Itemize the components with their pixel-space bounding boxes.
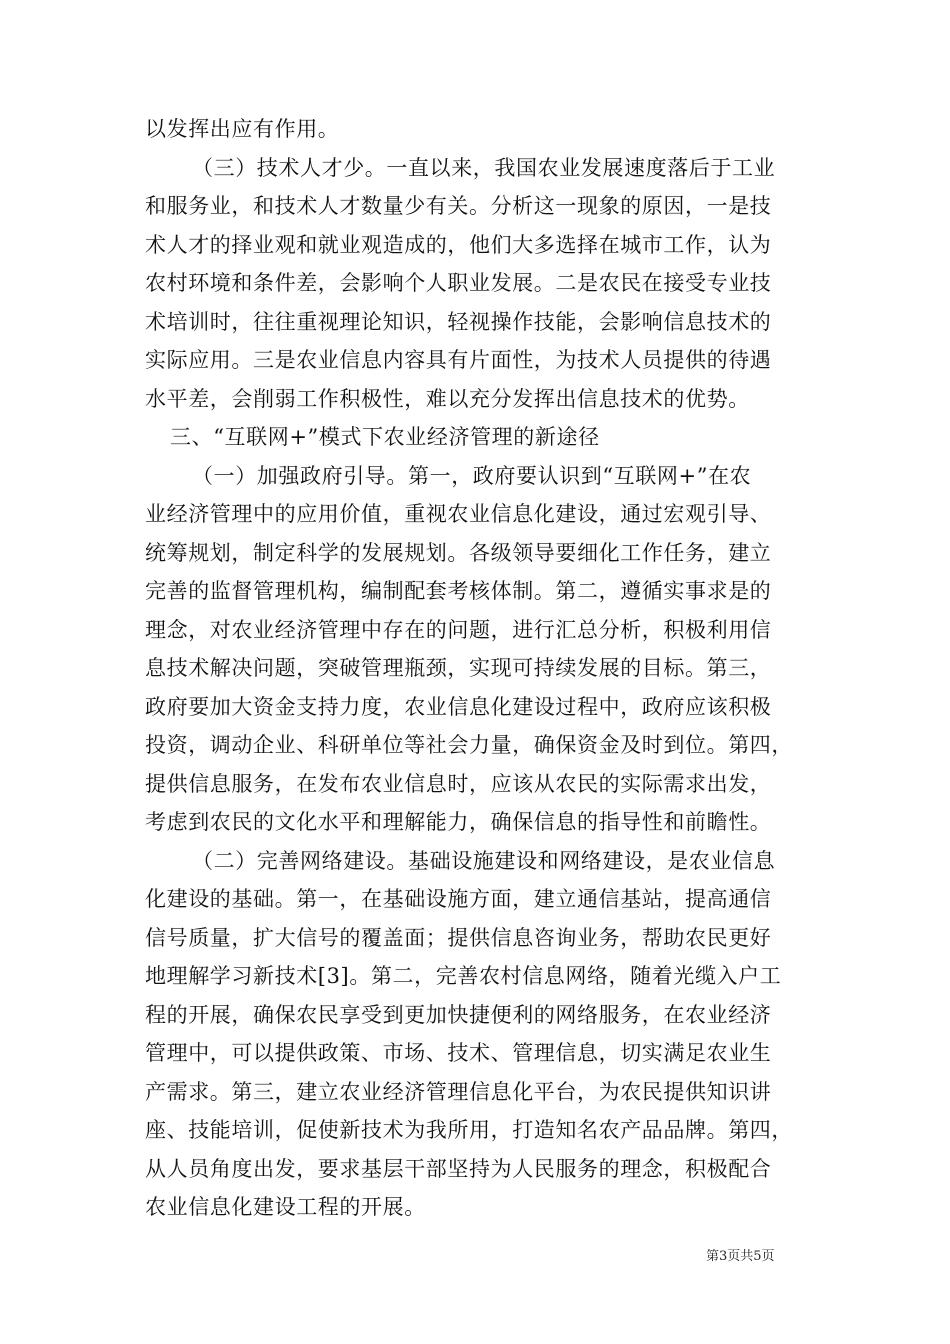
paragraph-line: 统筹规划，制定科学的发展规划。各级领导要细化工作任务，建立 (145, 540, 772, 565)
paragraph-line: 术人才的择业观和就业观造成的，他们大多选择在城市工作，认为 (145, 232, 772, 257)
section-heading: 三、“互联网+”模式下农业经济管理的新途径 (170, 425, 600, 449)
paragraph-line: 产需求。第三，建立农业经济管理信息化平台，为农民提供知识讲 (145, 1079, 772, 1104)
paragraph-line: 考虑到农民的文化水平和理解能力，确保信息的指导性和前瞻性。 (145, 810, 772, 834)
paragraph-line: 从人员角度出发，要求基层干部坚持为人民服务的理念，积极配合 (145, 1156, 772, 1181)
page-indicator: 第3页共5页 (706, 1249, 775, 1264)
paragraph-line: （二）完善网络建设。基础设施建设和网络建设，是农业信息 (192, 848, 776, 873)
paragraph-line: 息技术解决问题，突破管理瓶颈，实现可持续发展的目标。第三， (145, 656, 772, 680)
paragraph-line: 农业信息化建设工程的开展。 (145, 1195, 426, 1219)
paragraph-line: 程的开展，确保农民享受到更加快捷便利的网络服务，在农业经济 (145, 1002, 772, 1027)
paragraph-line: （三）技术人才少。一直以来，我国农业发展速度落后于工业 (192, 155, 776, 180)
paragraph-line: 座、技能培训，促使新技术为我所用，打造知名农产品品牌。第四， (145, 1118, 793, 1142)
paragraph-line: 管理中，可以提供政策、市场、技术、管理信息，切实满足农业生 (145, 1041, 772, 1065)
paragraph-line: 投资，调动企业、科研单位等社会力量，确保资金及时到位。第四， (145, 733, 793, 757)
paragraph-line: 和服务业，和技术人才数量少有关。分析这一现象的原因，一是技 (145, 194, 772, 218)
paragraph-line: 信号质量，扩大信号的覆盖面；提供信息咨询业务，帮助农民更好 (145, 925, 772, 950)
paragraph-line: 完善的监督管理机构，编制配套考核体制。第二，遵循实事求是的 (145, 579, 772, 603)
paragraph-line: 以发挥出应有作用。 (145, 117, 340, 141)
paragraph-line: 化建设的基础。第一，在基础设施方面，建立通信基站，提高通信 (145, 887, 772, 911)
paragraph-line: （一）加强政府引导。第一，政府要认识到“互联网+”在农 (192, 463, 752, 488)
paragraph-line: 术培训时，往往重视理论知识，轻视操作技能，会影响信息技术的 (145, 309, 772, 334)
paragraph-line: 理念，对农业经济管理中存在的问题，进行汇总分析，积极利用信 (145, 617, 772, 642)
paragraph-line: 水平差，会削弱工作积极性，难以充分发挥出信息技术的优势。 (145, 386, 750, 411)
paragraph-line: 业经济管理中的应用价值，重视农业信息化建设，通过宏观引导、 (145, 502, 772, 526)
paragraph-line: 提供信息服务，在发布农业信息时，应该从农民的实际需求出发， (145, 771, 772, 796)
paragraph-line: 政府要加大资金支持力度，农业信息化建设过程中，政府应该积极 (145, 694, 772, 719)
paragraph-line: 实际应用。三是农业信息内容具有片面性，为技术人员提供的待遇 (145, 348, 772, 372)
paragraph-line: 农村环境和条件差，会影响个人职业发展。二是农民在接受专业技 (145, 271, 772, 295)
paragraph-line: 地理解学习新技术[3]。第二，完善农村信息网络，随着光缆入户工 (145, 964, 782, 988)
